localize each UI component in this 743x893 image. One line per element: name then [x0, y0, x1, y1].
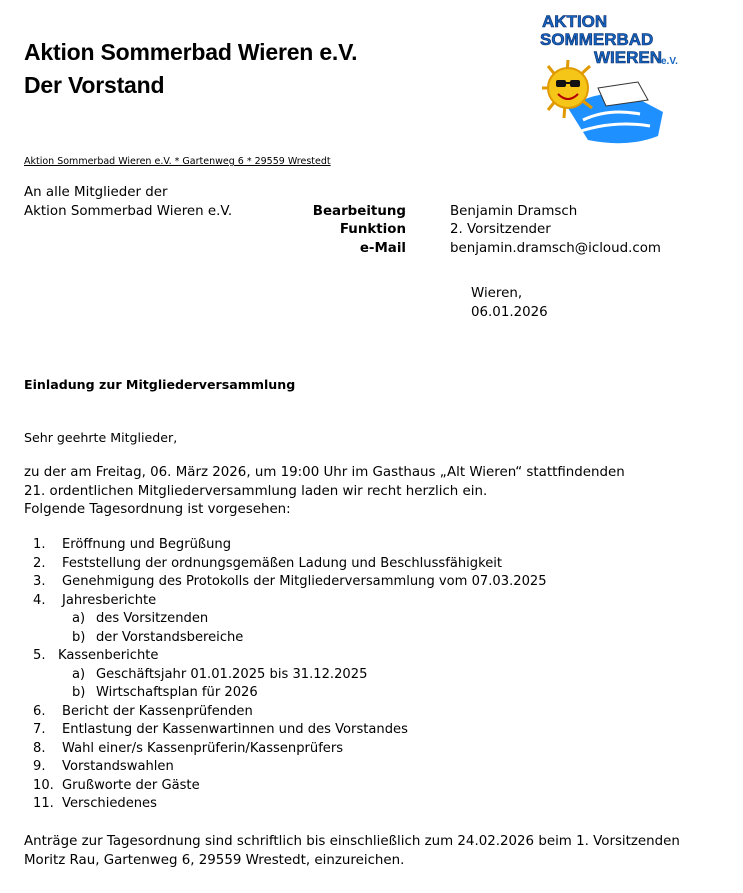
- closing-line-1: Anträge zur Tagesordnung sind schriftlich bis einschließlich zum 24.02.2026 beim 1. Vorsitzenden: [24, 834, 680, 849]
- intro-line-1: zu der am Freitag, 06. März 2026, um 19:00 Uhr im Gasthaus „Alt Wieren“ stattfindenden: [24, 465, 625, 480]
- logo-graphic: [528, 8, 688, 148]
- info-value-email: benjamin.dramsch@icloud.com: [450, 241, 661, 256]
- place: Wieren,: [471, 286, 523, 301]
- closing-line-2: Moritz Rau, Gartenweg 6, 29559 Wrestedt, einzureichen.: [24, 853, 405, 868]
- logo-text-line3: WIEREN: [594, 48, 662, 67]
- logo-text-suffix: e.V.: [661, 56, 678, 67]
- sender-address-line: Aktion Sommerbad Wieren e.V. * Gartenweg 6 * 29559 Wrestedt: [24, 156, 331, 167]
- recipient-line-1: An alle Mitglieder der: [24, 185, 168, 200]
- sun-icon: [548, 68, 588, 108]
- logo-text-line1: AKTION: [542, 12, 608, 31]
- info-value-name: Benjamin Dramsch: [450, 204, 578, 219]
- logo-text-line2: SOMMERBAD: [540, 30, 654, 49]
- info-label-email: e-Mail: [359, 241, 406, 256]
- info-value-function: 2. Vorsitzender: [450, 222, 551, 237]
- info-label-bearbeitung: Bearbeitung: [312, 204, 406, 219]
- info-label-funktion: Funktion: [339, 222, 406, 237]
- recipient-line-2: Aktion Sommerbad Wieren e.V.: [24, 204, 233, 219]
- intro-line-3: Folgende Tagesordnung ist vorgesehen:: [24, 502, 291, 517]
- intro-line-2: 21. ordentlichen Mitgliederversammlung laden wir recht herzlich ein.: [24, 484, 488, 499]
- club-logo: [528, 8, 688, 148]
- organization-heading: Aktion Sommerbad Wieren e.V.: [24, 39, 358, 65]
- salutation: Sehr geehrte Mitglieder,: [24, 430, 178, 445]
- subject-line: Einladung zur Mitgliederversammlung: [24, 377, 296, 392]
- date: 06.01.2026: [471, 305, 548, 320]
- board-heading: Der Vorstand: [24, 72, 165, 98]
